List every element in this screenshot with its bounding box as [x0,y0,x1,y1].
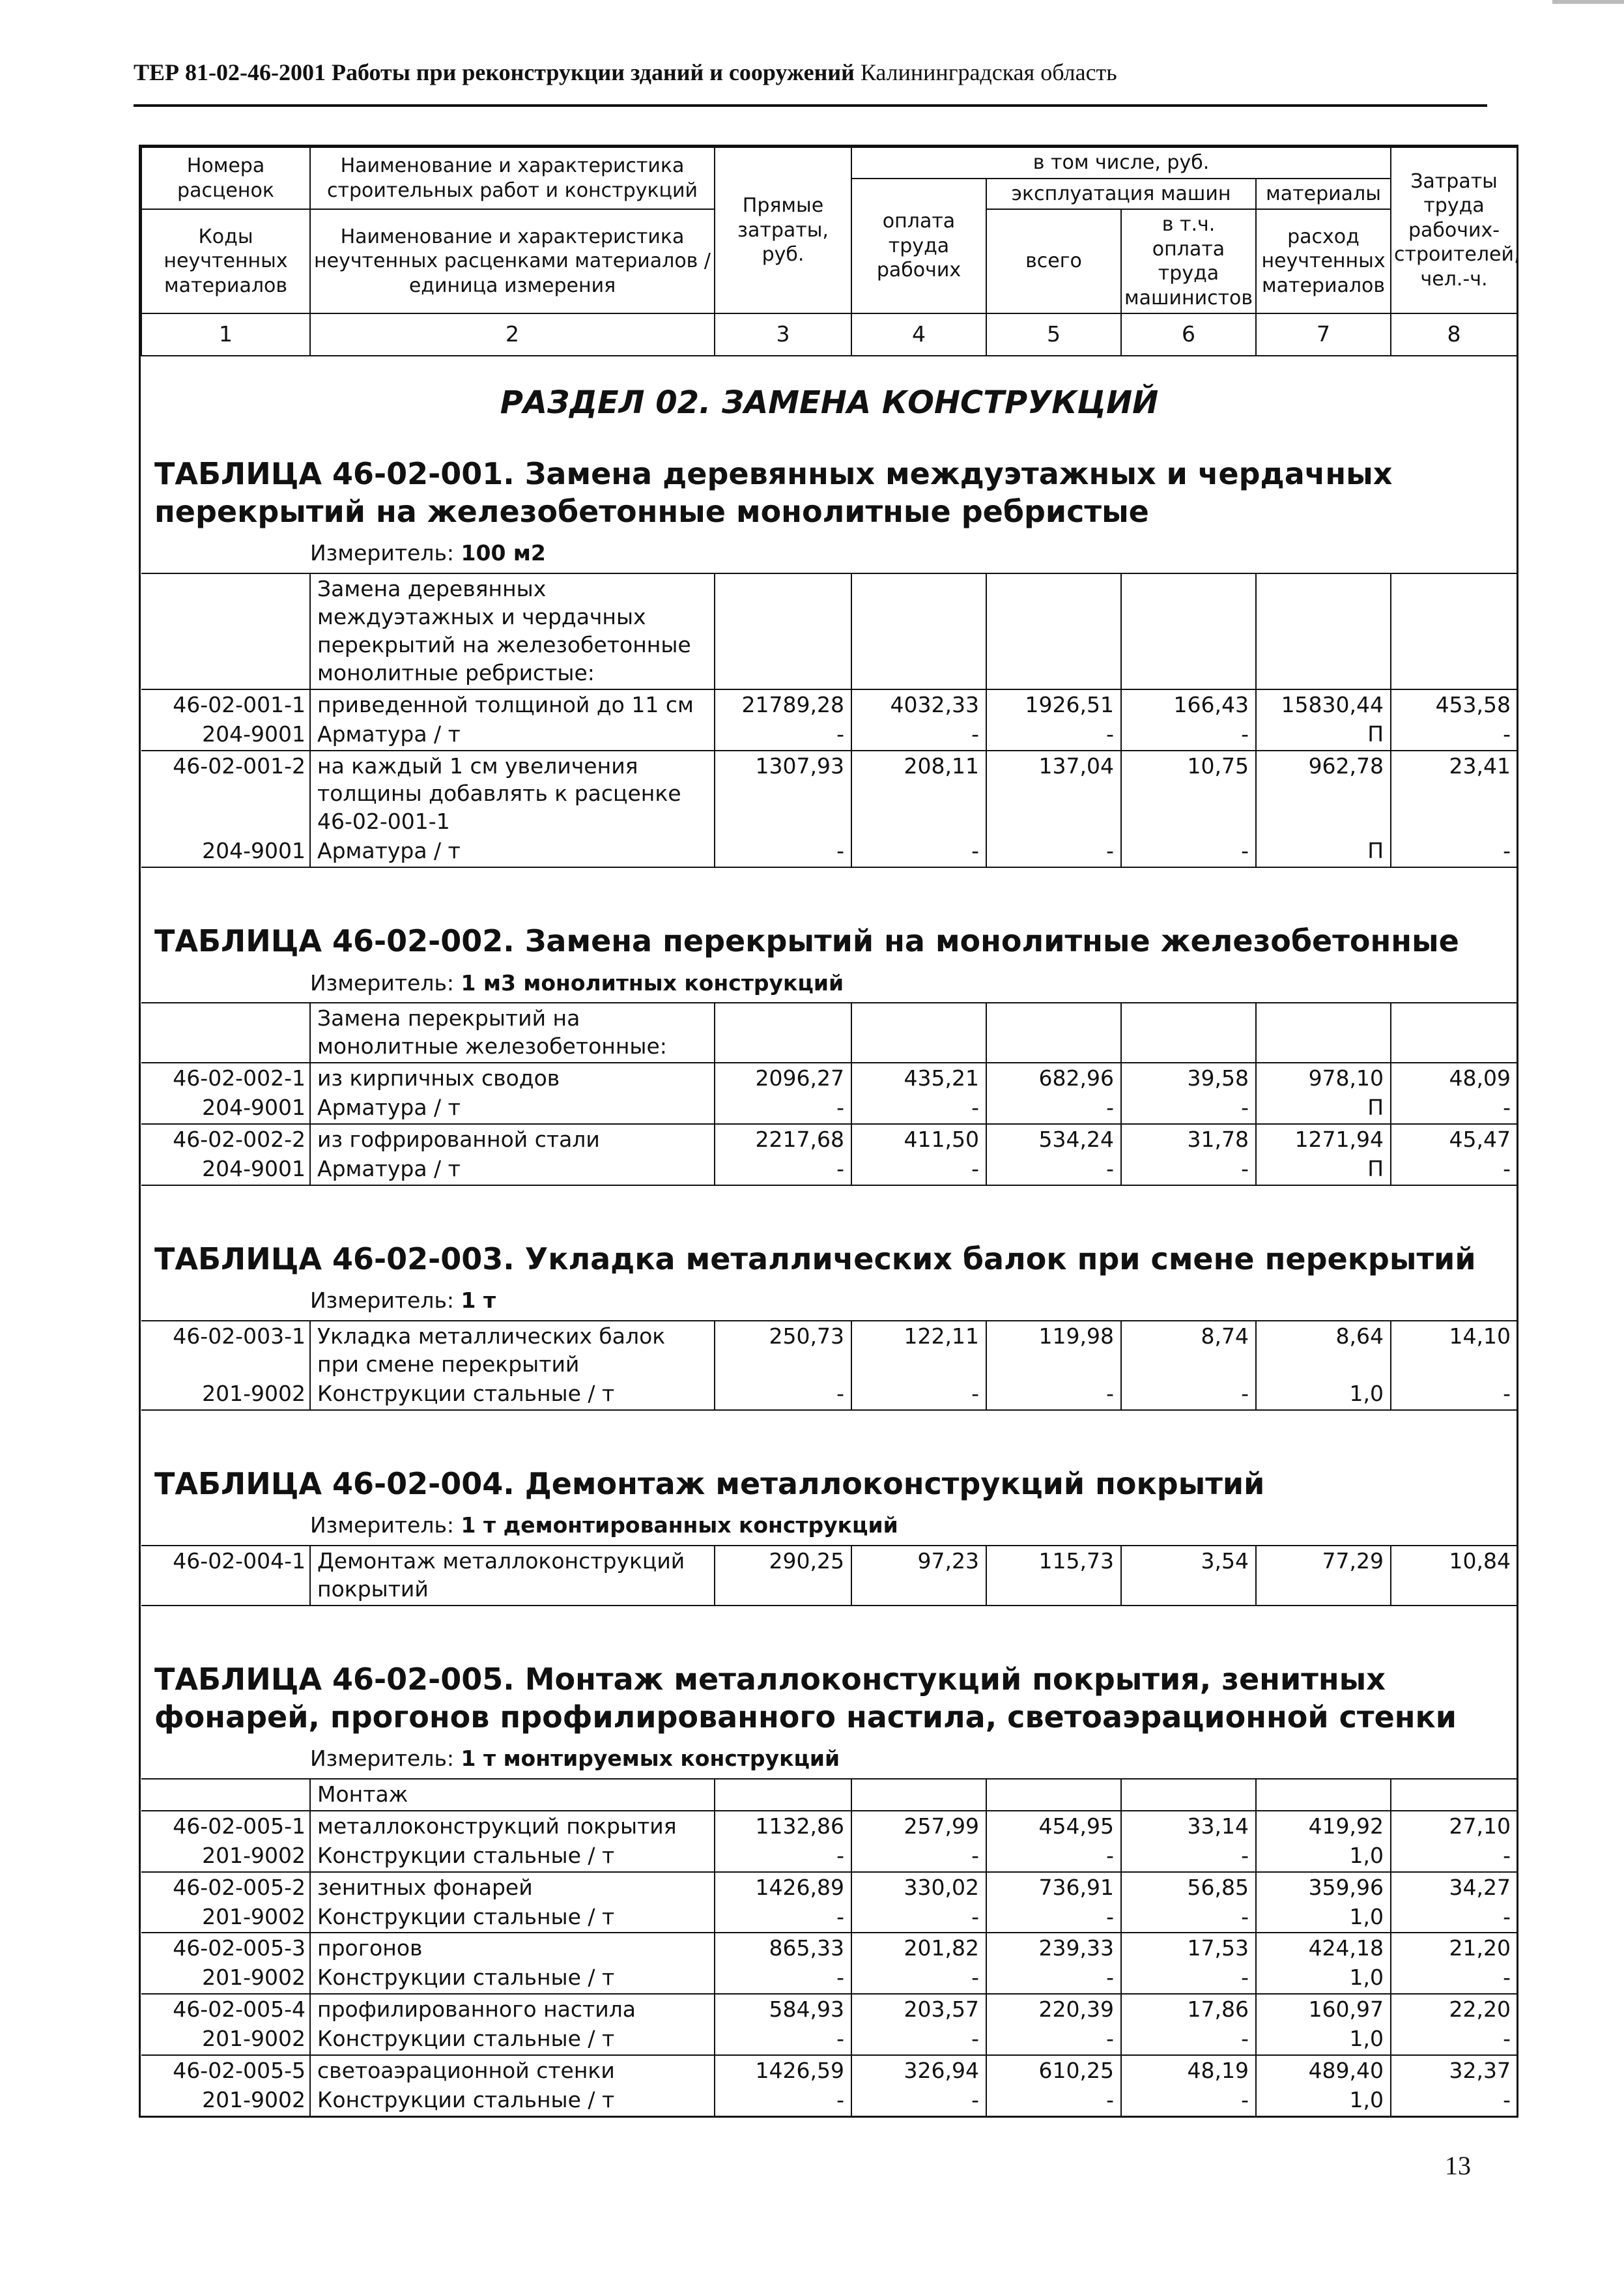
section-title: РАЗДЕЛ 02. ЗАМЕНА КОНСТРУКЦИЙ [141,356,1517,442]
cell-direct: 865,33 [715,1933,851,1964]
cell-mat: 424,18 [1256,1933,1391,1964]
unit-blank [141,537,310,573]
cell-code: 46-02-001-2 [141,751,310,838]
material-mach-labor: - [1121,2025,1256,2055]
cell-code: 46-02-005-4 [141,1994,310,2025]
material-direct: - [715,1842,851,1872]
material-labor: - [851,1842,986,1872]
heading-empty-cell [715,1779,851,1811]
heading-empty-cell [1121,1003,1256,1063]
cell-code: 46-02-002-2 [141,1124,310,1155]
cell-name: зенитных фонарей [310,1872,715,1903]
spacer-cell [141,867,1517,910]
cell-mach-labor: 48,19 [1121,2055,1256,2086]
material-name: Арматура / т [310,837,715,867]
table-spacer [141,1606,1517,1648]
unit-value: 1 т демонтированных конструкций [461,1512,898,1538]
material-code: 201-9002 [202,2086,306,2112]
cell-hours: 14,10 [1391,1321,1517,1380]
material-mach-labor: - [1121,2086,1256,2116]
material-mach: - [986,1903,1121,1933]
material-mach-labor: - [1121,1842,1256,1872]
heading-empty-cell [715,1003,851,1063]
material-row [141,1842,1517,1872]
material-mach: - [986,837,1121,867]
rates-document [139,145,1518,2118]
col-material-code-header: Коды неучтенных материалов [141,209,310,313]
cell-mach-labor: 8,74 [1121,1321,1256,1380]
cell-mach-labor: 56,85 [1121,1872,1256,1903]
material-direct: - [715,1155,851,1185]
heading-empty-cell [1391,573,1517,689]
col-machines-header: эксплуатация машин [986,179,1256,210]
heading-empty-cell [986,1779,1121,1811]
cell-hours: 48,09 [1391,1063,1517,1094]
cell-labor: 330,02 [851,1872,986,1903]
material-row [141,2086,1517,2116]
material-hours: - [1391,1380,1517,1410]
cell-mach: 137,04 [986,751,1121,838]
material-labor: - [851,837,986,867]
unit-row [141,967,1517,1003]
material-mach-labor: - [1121,721,1256,751]
table-row [141,689,1517,721]
cell-name: светоаэрационной стенки [310,2055,715,2086]
material-code: 201-9002 [202,1842,306,1868]
material-name: Конструкции стальные / т [310,1903,715,1933]
material-code: 201-9002 [202,1903,306,1929]
table-row [141,2055,1517,2086]
cell-mach: 115,73 [986,1546,1121,1606]
unit-label: Измеритель: [310,1288,455,1314]
table-spacer [141,1410,1517,1452]
material-row [141,1380,1517,1410]
cell-code: 46-02-002-1 [141,1063,310,1094]
unit-value: 100 м2 [461,540,546,566]
material-direct: - [715,837,851,867]
material-labor: - [851,721,986,751]
cell-mach-labor: 10,75 [1121,751,1256,838]
cell-labor: 257,99 [851,1811,986,1842]
section-row [141,356,1517,442]
col-incl-header: в том числе, руб. [851,147,1391,179]
cell-code: 46-02-004-1 [141,1546,310,1606]
cell-mach: 534,24 [986,1124,1121,1155]
cell-mach: 1926,51 [986,689,1121,721]
cell-hours: 32,37 [1391,2055,1517,2086]
heading-empty-cell [1391,1779,1517,1811]
page-number: 13 [1445,2151,1471,2180]
cell-mach-labor: 39,58 [1121,1063,1256,1094]
material-name: Конструкции стальные / т [310,1842,715,1872]
col-number: 1 [141,313,310,356]
cell-mat: 77,29 [1256,1546,1391,1606]
material-code: 201-9002 [202,1380,306,1406]
material-name: Арматура / т [310,1094,715,1124]
material-mach-labor: - [1121,1380,1256,1410]
heading-empty-cell [1256,573,1391,689]
material-labor: - [851,1380,986,1410]
cell-labor: 97,23 [851,1546,986,1606]
material-mat: 1,0 [1256,2086,1391,2116]
cell-mach: 119,98 [986,1321,1121,1380]
unit-value: 1 т монтируемых конструкций [461,1746,840,1772]
spacer-cell [141,1606,1517,1648]
material-direct: - [715,2025,851,2055]
material-mach-labor: - [1121,1094,1256,1124]
cell-hours: 23,41 [1391,751,1517,838]
material-mach: - [986,1380,1121,1410]
material-row [141,721,1517,751]
col-labor-header: оплата труда рабочих [851,179,986,314]
cell-direct: 1426,59 [715,2055,851,2086]
material-labor: - [851,1155,986,1185]
table-spacer [141,1185,1517,1228]
cell-code: 46-02-005-5 [141,2055,310,2086]
cell-hours: 453,58 [1391,689,1517,721]
cell-direct: 584,93 [715,1994,851,2025]
group-heading: Замена деревянных междуэтажных и чердачных перекрытий на железобетонные монолитные ребристые: [310,573,715,689]
unit-cell [310,1742,1517,1779]
cell-hours: 27,10 [1391,1811,1517,1842]
table-title-row [141,1648,1517,1742]
cell-name: Демонтаж металлоконструкций покрытий [310,1546,715,1606]
cell-labor: 326,94 [851,2055,986,2086]
col-number: 8 [1391,313,1517,356]
material-name: Арматура / т [310,1155,715,1185]
cell-mat: 1271,94 [1256,1124,1391,1155]
cell-mach: 220,39 [986,1994,1121,2025]
cell-direct: 2217,68 [715,1124,851,1155]
material-mach: - [986,2086,1121,2116]
unit-cell [310,1509,1517,1546]
material-mat: 1,0 [1256,1842,1391,1872]
material-direct: - [715,1094,851,1124]
material-direct: - [715,1380,851,1410]
cell-hours: 10,84 [1391,1546,1517,1606]
cell-code: 46-02-001-1 [141,689,310,721]
material-labor: - [851,2086,986,2116]
material-row [141,837,1517,867]
heading-code-cell [141,1003,310,1063]
material-code: 201-9002 [202,1965,306,1991]
material-direct: - [715,721,851,751]
heading-empty-cell [1121,573,1256,689]
heading-empty-cell [851,1779,986,1811]
unit-blank [141,967,310,1003]
material-mach-labor: - [1121,837,1256,867]
cell-labor: 201,82 [851,1933,986,1964]
cell-direct: 1132,86 [715,1811,851,1842]
unit-label: Измеритель: [310,1746,455,1772]
group-heading-row [141,1003,1517,1063]
heading-empty-cell [1391,1003,1517,1063]
unit-value: 1 т [461,1288,496,1314]
material-mat: П [1256,721,1391,751]
cell-direct: 1307,93 [715,751,851,838]
material-hours: - [1391,1094,1517,1124]
table-row [141,1933,1517,1964]
col-number: 4 [851,313,986,356]
material-code: 204-9001 [202,1095,306,1121]
spacer-cell [141,1410,1517,1452]
heading-empty-cell [986,573,1121,689]
material-mach: - [986,1842,1121,1872]
table-row [141,1872,1517,1903]
unit-blank [141,1509,310,1546]
unit-cell [310,537,1517,573]
cell-labor: 435,21 [851,1063,986,1094]
material-direct: - [715,2086,851,2116]
material-name: Конструкции стальные / т [310,1964,715,1994]
material-labor: - [851,1964,986,1994]
material-mach: - [986,2025,1121,2055]
material-mach: - [986,1094,1121,1124]
cell-mat: 359,96 [1256,1872,1391,1903]
cell-name: из кирпичных сводов [310,1063,715,1094]
cell-labor: 203,57 [851,1994,986,2025]
material-labor: - [851,1094,986,1124]
material-mach: - [986,1155,1121,1185]
cell-mach-labor: 166,43 [1121,689,1256,721]
col-number: 7 [1256,313,1391,356]
cell-mach: 610,25 [986,2055,1121,2086]
scan-mark [1552,0,1624,4]
group-heading: Замена перекрытий на монолитные железобетонные: [310,1003,715,1063]
material-hours: - [1391,837,1517,867]
cell-mach: 239,33 [986,1933,1121,1964]
cell-direct: 250,73 [715,1321,851,1380]
col-mach-total-header: всего [986,209,1121,313]
cell-mat: 978,10 [1256,1063,1391,1094]
material-direct: - [715,1903,851,1933]
material-hours: - [1391,721,1517,751]
cell-mat: 8,64 [1256,1321,1391,1380]
col-name-header: Наименование и характеристика строительных работ и конструкций [310,147,715,209]
cell-mach-labor: 17,53 [1121,1933,1256,1964]
material-code: 204-9001 [202,1155,306,1181]
cell-mat: 962,78 [1256,751,1391,838]
material-name: Конструкции стальные / т [310,2086,715,2116]
col-code-header: Номера расценок [141,147,310,209]
table-title: ТАБЛИЦА 46-02-005. Монтаж металлоконстукций покрытия, зенитных фонарей, прогонов профилированного настила, светоаэрационной стенки [154,1662,1457,1735]
unit-blank [141,1742,310,1779]
group-heading-row [141,573,1517,689]
cell-mat: 15830,44 [1256,689,1391,721]
cell-labor: 4032,33 [851,689,986,721]
heading-code-cell [141,1779,310,1811]
material-labor: - [851,1903,986,1933]
material-mat: 1,0 [1256,1380,1391,1410]
cell-mach: 682,96 [986,1063,1121,1094]
material-row [141,2025,1517,2055]
heading-empty-cell [1256,1003,1391,1063]
table-row [141,1124,1517,1155]
table-spacer [141,867,1517,910]
cell-labor: 122,11 [851,1321,986,1380]
table-title: ТАБЛИЦА 46-02-003. Укладка металлических балок при смене перекрытий [154,1241,1476,1276]
cell-name: профилированного настила [310,1994,715,2025]
material-mach: - [986,721,1121,751]
unit-row [141,1284,1517,1321]
cell-name: прогонов [310,1933,715,1964]
heading-empty-cell [715,573,851,689]
heading-empty-cell [851,1003,986,1063]
table-row [141,1321,1517,1380]
table-title-row [141,910,1517,967]
header-region: Калининградская область [860,59,1117,85]
unit-cell [310,1284,1517,1321]
unit-row [141,537,1517,573]
group-heading: Монтаж [310,1779,715,1811]
spacer-cell [141,1185,1517,1228]
cell-code: 46-02-003-1 [141,1321,310,1380]
cell-name: приведенной толщиной до 11 см [310,689,715,721]
material-hours: - [1391,2025,1517,2055]
cell-labor: 208,11 [851,751,986,838]
col-direct-header: Прямые затраты, руб. [715,147,851,313]
material-code: 201-9002 [202,2026,306,2052]
cell-code: 46-02-005-1 [141,1811,310,1842]
header-title: ТЕР 81-02-46-2001 Работы при реконструкции зданий и сооружений [134,59,855,85]
col-mat-usage-header: расход неучтенных материалов [1256,209,1391,313]
unit-blank [141,1284,310,1321]
material-mach-labor: - [1121,1964,1256,1994]
col-number: 6 [1121,313,1256,356]
cell-name: Укладка металлических балок при смене перекрытий [310,1321,715,1380]
unit-cell [310,967,1517,1003]
col-materials-header: материалы [1256,179,1391,210]
heading-empty-cell [851,573,986,689]
col-mach-labor-header: в т.ч. оплата труда машинистов [1121,209,1256,313]
material-name: Конструкции стальные / т [310,2025,715,2055]
unit-label: Измеритель: [310,970,455,996]
cell-mach-labor: 17,86 [1121,1994,1256,2025]
cell-hours: 34,27 [1391,1872,1517,1903]
unit-row [141,1742,1517,1779]
cell-mat: 489,40 [1256,2055,1391,2086]
material-mat: 1,0 [1256,2025,1391,2055]
heading-empty-cell [1256,1779,1391,1811]
table-row [141,751,1517,838]
col-number: 3 [715,313,851,356]
page-header [134,59,1487,107]
material-row [141,1155,1517,1185]
material-mat: П [1256,837,1391,867]
material-hours: - [1391,1964,1517,1994]
cell-code: 46-02-005-2 [141,1872,310,1903]
material-name: Арматура / т [310,721,715,751]
material-code: 204-9001 [202,838,306,864]
heading-empty-cell [1121,1779,1256,1811]
table-title: ТАБЛИЦА 46-02-004. Демонтаж металлоконструкций покрытий [154,1465,1265,1501]
column-numbers-row [141,313,1517,356]
table-title-row [141,442,1517,537]
cell-name: металлоконструкций покрытия [310,1811,715,1842]
heading-empty-cell [986,1003,1121,1063]
material-direct: - [715,1964,851,1994]
material-mach-labor: - [1121,1903,1256,1933]
table-row [141,1063,1517,1094]
cell-mat: 419,92 [1256,1811,1391,1842]
col-material-name-header: Наименование и характеристика неучтенных расценками материалов / единица измерения [310,209,715,313]
header-row-1 [141,147,1517,179]
material-row [141,1964,1517,1994]
unit-value: 1 м3 монолитных конструкций [461,970,844,996]
cell-direct: 290,25 [715,1546,851,1606]
cell-direct: 2096,27 [715,1063,851,1094]
unit-label: Измеритель: [310,540,455,566]
material-mach: - [986,1964,1121,1994]
cell-mach-labor: 31,78 [1121,1124,1256,1155]
material-row [141,1903,1517,1933]
table-row [141,1546,1517,1606]
col-number: 5 [986,313,1121,356]
unit-row [141,1509,1517,1546]
cell-mach: 736,91 [986,1872,1121,1903]
material-hours: - [1391,2086,1517,2116]
col-number: 2 [310,313,715,356]
material-mat: П [1256,1155,1391,1185]
material-mat: П [1256,1094,1391,1124]
material-mat: 1,0 [1256,1964,1391,1994]
material-hours: - [1391,1903,1517,1933]
cell-mach: 454,95 [986,1811,1121,1842]
cell-mach-labor: 3,54 [1121,1546,1256,1606]
table-title-row [141,1452,1517,1510]
material-code: 204-9001 [202,721,306,747]
heading-code-cell [141,573,310,689]
rates-table [141,147,1518,2116]
table-title: ТАБЛИЦА 46-02-002. Замена перекрытий на монолитные железобетонные [154,923,1459,959]
cell-direct: 1426,89 [715,1872,851,1903]
unit-label: Измеритель: [310,1512,455,1538]
material-labor: - [851,2025,986,2055]
material-row [141,1094,1517,1124]
cell-hours: 45,47 [1391,1124,1517,1155]
cell-name: на каждый 1 см увеличения толщины добавлять к расценке 46-02-001-1 [310,751,715,838]
table-row [141,1811,1517,1842]
material-hours: - [1391,1155,1517,1185]
cell-labor: 411,50 [851,1124,986,1155]
col-hours-header: Затраты труда рабочих-строителей, чел.-ч. [1391,147,1517,313]
cell-hours: 22,20 [1391,1994,1517,2025]
material-name: Конструкции стальные / т [310,1380,715,1410]
cell-hours: 21,20 [1391,1933,1517,1964]
cell-direct: 21789,28 [715,689,851,721]
group-heading-row [141,1779,1517,1811]
cell-mat: 160,97 [1256,1994,1391,2025]
table-title-row [141,1228,1517,1285]
material-hours: - [1391,1842,1517,1872]
material-mat: 1,0 [1256,1903,1391,1933]
cell-code: 46-02-005-3 [141,1933,310,1964]
cell-name: из гофрированной стали [310,1124,715,1155]
table-row [141,1994,1517,2025]
table-title: ТАБЛИЦА 46-02-001. Замена деревянных междуэтажных и чердачных перекрытий на железобетонные монолитные ребристые [154,456,1393,529]
cell-mach-labor: 33,14 [1121,1811,1256,1842]
material-mach-labor: - [1121,1155,1256,1185]
